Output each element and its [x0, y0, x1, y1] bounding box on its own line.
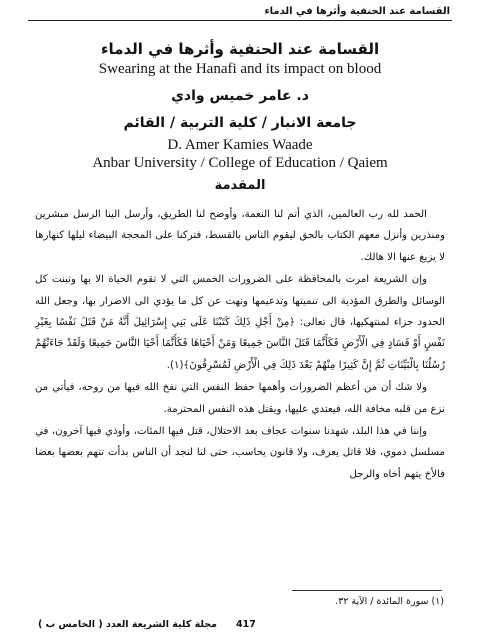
section-heading: المقدمة — [214, 178, 266, 193]
paragraph: الحمد لله رب العالمين، الذي أتم لنا النعمة، وأوضح لنا الطريق، وأرسل الينا الرسل مبشرين ومنذرين وأنزل معهم الكتاب بالحق ليقوم الناس بالقسط، فتركنا على المحجة البيضاء ليلها كنهارها لا يزيغ عنها الا هالك. — [35, 209, 445, 263]
paragraph: وإن الشريعة امرت بالمحافظة على الضرورات الخمس التي لا تقوم الحياة الا بها وتبنت كل الوسائل والطرق المؤدية الى تنميتها وتدعيمها ونهت عن كل ما يؤدي الى الاضرار بها، وجعل الله الحدود جزاء لمنتهكيها، قال تعالى: ﴿مِنْ أَجْلِ ذَلِكَ كَتَبْنَا عَلَى بَنِي إِسْرَائِيلَ أَنَّهُ مَنْ قَتَلَ نَفْسًا بِغَيْرِ نَفْسٍ أَوْ فَسَادٍ فِي الْأَرْضِ فَكَأَنَّمَا قَتَلَ النَّاسَ جَمِيعًا وَمَنْ أَحْيَاهَا فَكَأَنَّمَا أَحْيَا النَّاسَ جَمِيعًا وَلَقَدْ جَاءَتْهُمْ رُسُلُنَا بِالْبَيِّنَاتِ ثُمَّ إِنَّ كَثِيرًا مِنْهُمْ بَعْدَ ذَلِكَ فِي الْأَرْضِ لَمُسْرِفُونَ﴾(١). — [35, 274, 445, 371]
author-english: D. Amer Kamies Waade — [167, 137, 313, 153]
footnote-rule — [292, 590, 442, 591]
paragraph: وإننا في هذا البلد، شهدنا سنوات عجاف بعد الاحتلال، قتل فيها المئات، وأوذي فيها آخرون، في مسلسل دموي، فلا قاتل يعرف، ولا قانون يحاسب، حتى لنا لنجد أن الناس بدأت تتهم بعضها بعضا فالأخ يتهم أخاه والرجل — [35, 426, 445, 480]
affiliation-arabic: جامعة الانبار / كلية التربية / القائم — [123, 115, 357, 131]
title-arabic: القسامة عند الحنفية وأثرها في الدماء — [100, 40, 380, 58]
author-arabic: د. عامر خميس وادي — [171, 88, 309, 104]
page-number: 417 — [236, 619, 256, 630]
title-english: Swearing at the Hanafi and its impact on blood — [98, 61, 382, 77]
header-rule — [28, 20, 452, 21]
affiliation-english: Anbar University / College of Education / Qaiem — [92, 155, 388, 171]
footnote: (١) سورة المائدة / الآية ٣٢. — [335, 596, 444, 607]
paragraph: ولا شك أن من أعظم الضرورات وأهمها حفظ النفس التي نفخ الله فيها من روحه، فيأتي من نزع من قلبه مخافة الله، فيعتدي عليها، ويقتل هذه النفس المحترمة. — [35, 382, 445, 415]
body-text — [35, 204, 445, 485]
running-header: القسامة عند الحنفية وأثرها في الدماء — [264, 6, 450, 17]
footer-journal: مجلة كلية الشريعة العدد ( الخامس ب ) — [38, 619, 217, 630]
